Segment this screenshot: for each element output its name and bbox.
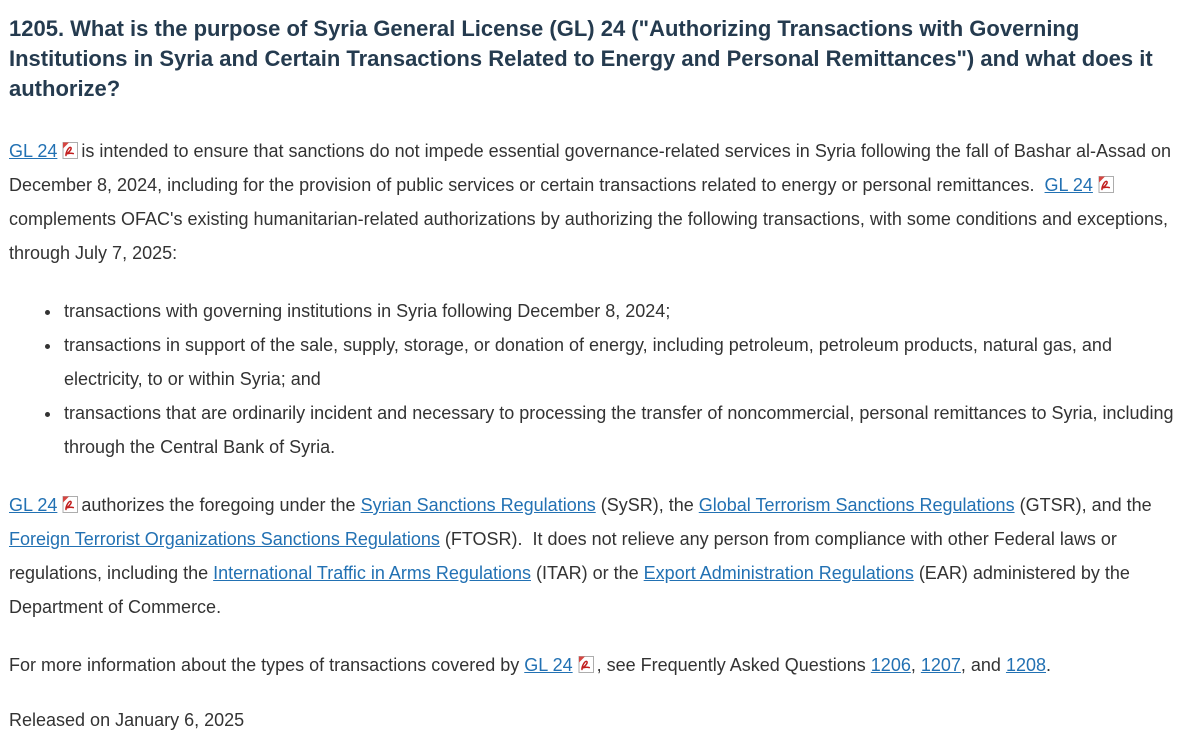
faq-1208-link[interactable]: 1208 [1005, 655, 1046, 675]
pdf-icon[interactable] [61, 142, 78, 159]
export-administration-regulations-link[interactable]: Export Administration Regulations [643, 563, 914, 583]
question-title: 1205. What is the purpose of Syria General License (GL) 24 ("Authorizing Transactions with Governing Institutions in Syria and Certain Transactions Related to Energy and Personal Remittances") and what does it authorize? [9, 16, 1153, 101]
faq-1207-link[interactable]: 1207 [920, 655, 961, 675]
text-run: is intended to ensure that sanctions do not impede essential governance-related services in Syria following the fall of Bashar al-Assad on December 8, 2024, including for the provision of public services or certain transactions related to energy or personal remittances. [9, 141, 1171, 195]
gl24-link-2[interactable]: GL 24 [1044, 175, 1093, 195]
pdf-icon[interactable] [1097, 176, 1114, 193]
faq-article [9, 14, 1187, 734]
text-run: . [1046, 655, 1052, 675]
faq-1206-link[interactable]: 1206 [870, 655, 911, 675]
global-terrorism-sanctions-regulations-link[interactable]: Global Terrorism Sanctions Regulations [698, 495, 1015, 515]
text-run: (FTOSR). It does not relieve any person from compliance with other Federal laws or regulations, including the [9, 529, 1117, 583]
paragraph-more-info [9, 648, 1187, 682]
authorized-transactions-list [9, 294, 1187, 464]
paragraph-intro [9, 134, 1187, 270]
text-run: , [910, 655, 921, 675]
paragraph-regulations [9, 488, 1187, 624]
pdf-icon[interactable] [61, 496, 78, 513]
international-traffic-in-arms-regulations-link[interactable]: International Traffic in Arms Regulations [213, 563, 531, 583]
gl24-link-3[interactable]: GL 24 [9, 495, 58, 515]
text-run: authorizes the foregoing under the [81, 495, 361, 515]
text-run: complements OFAC's existing humanitarian-related authorizations by authorizing the following transactions, with some conditions and exceptions, through July 7, 2025: [9, 209, 1169, 263]
pdf-icon[interactable] [577, 656, 594, 673]
gl24-link-4[interactable]: GL 24 [524, 655, 573, 675]
syrian-sanctions-regulations-link[interactable]: Syrian Sanctions Regulations [360, 495, 596, 515]
released-date: Released on January 6, 2025 [9, 710, 245, 730]
list-item: • transactions with governing institutions in Syria following December 8, 2024; [62, 294, 1187, 328]
text-run: (GTSR), and the [1014, 495, 1152, 515]
list-item: • transactions that are ordinarily incident and necessary to processing the transfer of noncommercial, personal remittances to Syria, including through the Central Bank of Syria. [62, 396, 1187, 464]
text-run: For more information about the types of transactions covered by [9, 655, 525, 675]
list-item: • transactions in support of the sale, supply, storage, or donation of energy, including petroleum, petroleum products, natural gas, and electricity, to or within Syria; and [62, 328, 1187, 396]
text-run: , and [960, 655, 1006, 675]
text-run: (EAR) administered by the Department of Commerce. [9, 563, 1130, 617]
text-run: (ITAR) or the [530, 563, 644, 583]
text-run: , see Frequently Asked Questions [596, 655, 871, 675]
foreign-terrorist-organizations-sanctions-regulations-link[interactable]: Foreign Terrorist Organizations Sanctions Regulations [9, 529, 440, 549]
gl24-link-1[interactable]: GL 24 [9, 141, 58, 161]
text-run: (SySR), the [595, 495, 699, 515]
